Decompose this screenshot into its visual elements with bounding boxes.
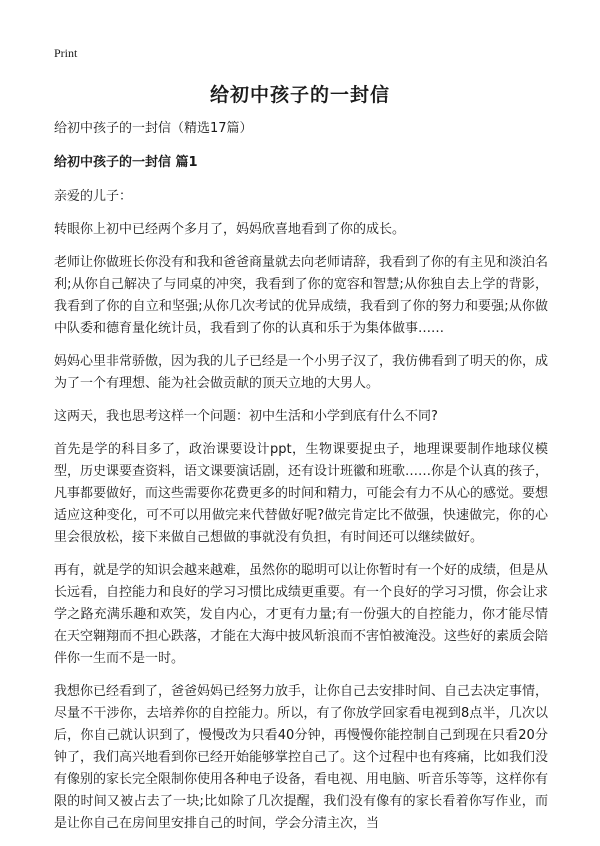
body-paragraph: 转眼你上初中已经两个多月了，妈妈欣喜地看到了你的成长。 <box>54 222 406 237</box>
body-paragraph: 首先是学的科目多了，政治课要设计ppt，生物课要捉虫子，地理课要制作地球仪模型，历史课要查资料，语文课要演话剧，还有设计班徽和班歌……你是个认真的孩子，凡事都要做好，而这些需要你花费更多的时间和精力，可能会有力不从心的感觉。要想适应这种变化，可不可以用做完来代替做好呢?做完肯定比不做强，快速做完，你的心里会很放松，接下来做自己想做的事就没有负担，有时间还可以继续做好。 <box>54 442 549 545</box>
salutation-paragraph: 亲爱的儿子： <box>54 189 133 204</box>
page-title: 给初中孩子的一封信 <box>209 84 390 106</box>
body-paragraph: 妈妈心里非常骄傲，因为我的儿子已经是一个小男子汉了，我仿佛看到了明天的你，成为了一个有理想、能为社会做贡献的顶天立地的大男人。 <box>54 354 549 391</box>
document-body <box>54 118 548 846</box>
body-paragraph: 再有，就是学的知识会越来越难，虽然你的聪明可以让你暂时有一个好的成绩，但是从长远看，自控能力和良好的学习习惯比成绩更重要。有一个良好的学习习惯，你会让求学之路充满乐趣和欢笑，发自内心，才更有力量;有一份强大的自控能力，你才能尽情在天空翱翔而不担心跌落，才能在大海中披风斩浪而不害怕被淹没。这些好的素质会陪伴你一生而不是一时。 <box>54 563 549 666</box>
document-subtitle: 给初中孩子的一封信（精选17篇） <box>54 121 253 136</box>
body-paragraph: 这两天，我也思考这样一个问题：初中生活和小学到底有什么不同? <box>54 409 438 424</box>
section-heading: 给初中孩子的一封信 篇1 <box>54 155 198 170</box>
body-paragraph: 老师让你做班长你没有和我和爸爸商量就去向老师请辞，我看到了你的有主见和淡泊名利;从你自己解决了与同桌的冲突，我看到了你的宽容和智慧;从你独自去上学的背影，我看到了你的自立和坚强;从你几次考试的优异成绩，我看到了你的努力和要强;从你做中队委和德育量化统计员，我看到了你的认真和乐于为集体做事…… <box>54 255 549 336</box>
body-paragraph: 我想你已经看到了，爸爸妈妈已经努力放手，让你自己去安排时间、自己去决定事情，尽量不干涉你，去培养你的自控能力。所以，有了你放学回家看电视到8点半，几次以后，你自己就认识到了，慢慢改为只看40分钟，再慢慢你能控制自己到现在只看20分钟了，我们高兴地看到你已经开始能够掌控自己了。这个过程中也有疼痛，比如我们没有像别的家长完全限制你使用各种电子设备，看电视、用电脑、听音乐等等，这样你有限的时间又被占去了一块;比如除了几次提醒，我们没有像有的家长看着你写作业，而是让你自己在房间里安排自己的时间，学会分清主次，当 <box>54 684 549 831</box>
print-link[interactable]: Print <box>54 46 78 60</box>
